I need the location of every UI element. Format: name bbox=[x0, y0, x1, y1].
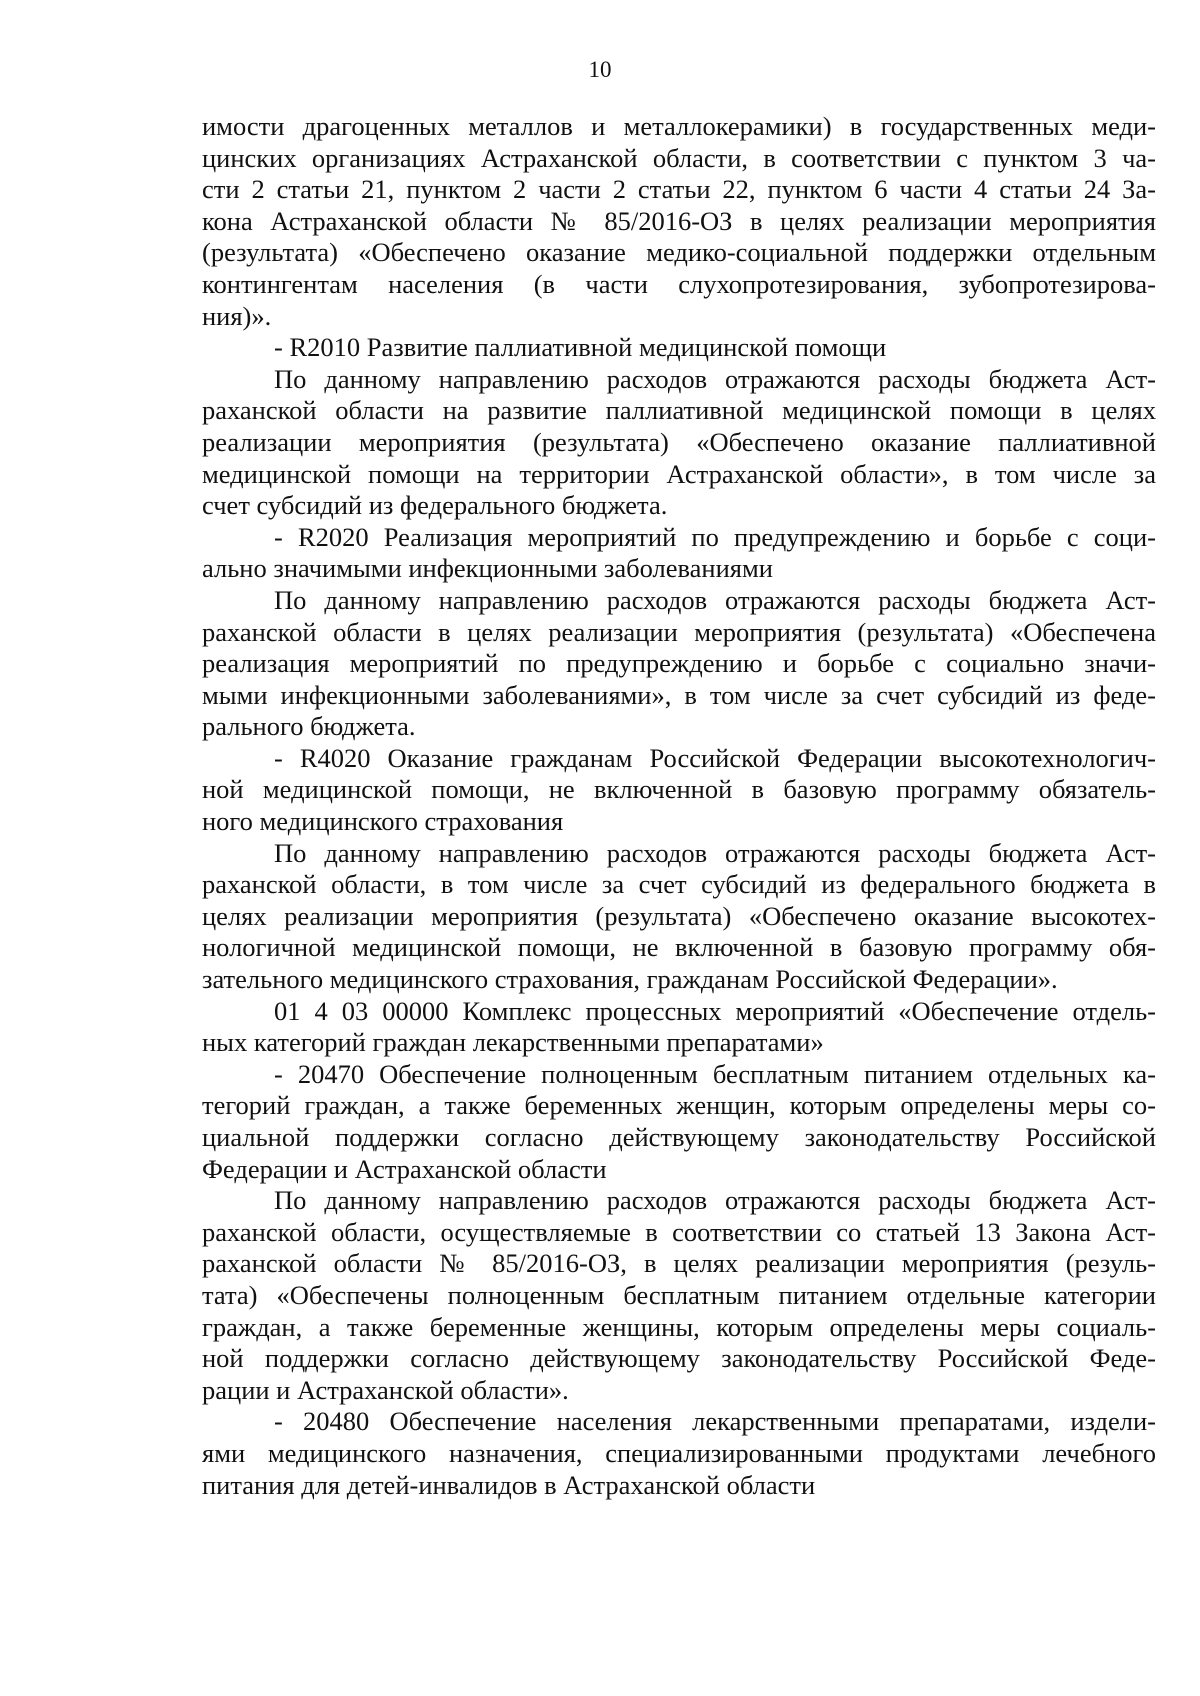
text-line: ния)». bbox=[202, 300, 272, 331]
text-line: ями медицинского назначения, специализированными продуктами лечебного bbox=[202, 1437, 1156, 1468]
text-line: 01 4 03 00000 Комплекс процессных мероприятий «Обеспечение отдель- bbox=[274, 995, 1156, 1026]
text-line: раханской области, осуществляемые в соответствии со статьей 13 Закона Аст- bbox=[202, 1216, 1156, 1247]
text-line: ного медицинского страхования bbox=[202, 806, 564, 837]
text-line: тегорий граждан, а также беременных женщин, которым определены меры со- bbox=[202, 1090, 1156, 1121]
text-line: нологичной медицинской помощи, не включенной в базовую программу обя- bbox=[202, 932, 1156, 963]
text-line: зательного медицинского страхования, гражданам Российской Федерации». bbox=[202, 964, 1058, 995]
text-line: реализации мероприятия (результата) «Обеспечено оказание паллиативной bbox=[202, 426, 1156, 457]
text-line: По данному направлению расходов отражаются расходы бюджета Аст- bbox=[274, 837, 1156, 868]
text-line: тата) «Обеспечены полноценным бесплатным питанием отдельные категории bbox=[202, 1279, 1156, 1310]
text-line: По данному направлению расходов отражаются расходы бюджета Аст- bbox=[274, 584, 1156, 615]
text-line: цинских организациях Астраханской области, в соответствии с пунктом 3 ча- bbox=[202, 142, 1156, 173]
text-line: сти 2 статьи 21, пунктом 2 части 2 статьи 22, пунктом 6 части 4 статьи 24 За- bbox=[202, 174, 1156, 205]
text-line: ных категорий граждан лекарственными препаратами» bbox=[202, 1027, 824, 1058]
text-line: раханской области № 85/2016-ОЗ, в целях реализации мероприятия (резуль- bbox=[202, 1248, 1156, 1279]
text-line: ной поддержки согласно действующему законодательству Российской Феде- bbox=[202, 1343, 1156, 1374]
text-line: - R2020 Реализация мероприятий по предупреждению и борьбе с соци- bbox=[274, 521, 1156, 552]
text-line: имости драгоценных металлов и металлокерамики) в государственных меди- bbox=[202, 111, 1156, 141]
text-line: Федерации и Астраханской области bbox=[202, 1153, 607, 1184]
text-line: - 20480 Обеспечение населения лекарственными препаратами, издели- bbox=[274, 1406, 1156, 1437]
text-line: контингентам населения (в части слухопротезирования, зубопротезирова- bbox=[202, 268, 1156, 299]
text-line: раханской области, в том числе за счет субсидий из федерального бюджета в bbox=[202, 869, 1156, 900]
text-line: питания для детей-инвалидов в Астраханской области bbox=[202, 1469, 816, 1500]
page-number: 10 bbox=[588, 57, 612, 82]
text-line: По данному направлению расходов отражаются расходы бюджета Аст- bbox=[274, 1185, 1156, 1216]
text-line: ально значимыми инфекционными заболеваниями bbox=[202, 553, 773, 584]
text-line: медицинской помощи на территории Астраханской области», в том числе за bbox=[202, 458, 1156, 489]
text-line: циальной поддержки согласно действующему законодательству Российской bbox=[202, 1122, 1156, 1152]
text-line: целях реализации мероприятия (результата) «Обеспечено оказание высокотех- bbox=[202, 900, 1156, 931]
document-body bbox=[202, 111, 1156, 1501]
text-line: реализация мероприятий по предупреждению и борьбе с социально значи- bbox=[202, 648, 1156, 679]
text-line: рации и Астраханской области». bbox=[202, 1374, 569, 1405]
text-line: кона Астраханской области № 85/2016-ОЗ в целях реализации мероприятия bbox=[202, 205, 1156, 236]
text-line: По данному направлению расходов отражаются расходы бюджета Аст- bbox=[274, 363, 1156, 394]
text-line: счет субсидий из федерального бюджета. bbox=[202, 490, 668, 521]
text-line: - R4020 Оказание гражданам Российской Федерации высокотехнологич- bbox=[274, 742, 1156, 773]
text-line: граждан, а также беременные женщины, которым определены меры социаль- bbox=[202, 1311, 1156, 1342]
text-line: (результата) «Обеспечено оказание медико-социальной поддержки отдельным bbox=[202, 237, 1156, 268]
text-line: мыми инфекционными заболеваниями», в том числе за счет субсидий из феде- bbox=[202, 679, 1156, 710]
text-line: - 20470 Обеспечение полноценным бесплатным питанием отдельных ка- bbox=[274, 1058, 1156, 1089]
text-line: раханской области в целях реализации мероприятия (результата) «Обеспечена bbox=[202, 616, 1156, 647]
text-line: - R2010 Развитие паллиативной медицинской помощи bbox=[274, 332, 887, 363]
text-line: рального бюджета. bbox=[202, 711, 416, 742]
text-line: раханской области на развитие паллиативной медицинской помощи в целях bbox=[202, 395, 1156, 426]
text-line: ной медицинской помощи, не включенной в базовую программу обязатель- bbox=[202, 774, 1156, 805]
